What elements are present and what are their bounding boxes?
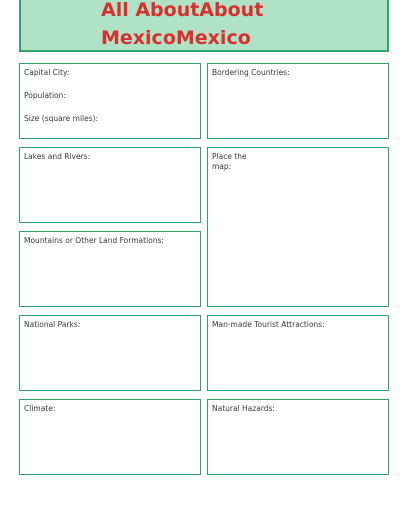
climate-label: Climate: [24, 404, 56, 413]
capital-city-label: Capital City: [24, 68, 70, 77]
lakes-rivers-box[interactable] [19, 147, 201, 223]
lakes-rivers-label: Lakes and Rivers: [24, 152, 91, 161]
title-banner [19, 0, 389, 52]
page-title [101, 0, 381, 52]
bordering-countries-box[interactable] [207, 63, 389, 139]
tourist-attractions-label: Man-made Tourist Attractions: [212, 320, 325, 329]
size-label: Size (square miles): [24, 114, 99, 123]
bordering-countries-label: Bordering Countries: [212, 68, 290, 77]
map-label: Place the map: [212, 152, 247, 171]
map-box[interactable] [207, 147, 389, 307]
national-parks-box[interactable] [19, 315, 201, 391]
capital-facts-box[interactable] [19, 63, 201, 139]
title-line-1: All AboutAbout [101, 0, 264, 21]
tourist-attractions-box[interactable] [207, 315, 389, 391]
mountains-label: Mountains or Other Land Formations: [24, 236, 164, 245]
population-label: Population: [24, 91, 66, 100]
national-parks-label: National Parks: [24, 320, 81, 329]
natural-hazards-label: Natural Hazards: [212, 404, 275, 413]
climate-box[interactable] [19, 399, 201, 475]
title-line-2: MexicoMexico [101, 27, 251, 49]
mountains-box[interactable] [19, 231, 201, 307]
natural-hazards-box[interactable] [207, 399, 389, 475]
